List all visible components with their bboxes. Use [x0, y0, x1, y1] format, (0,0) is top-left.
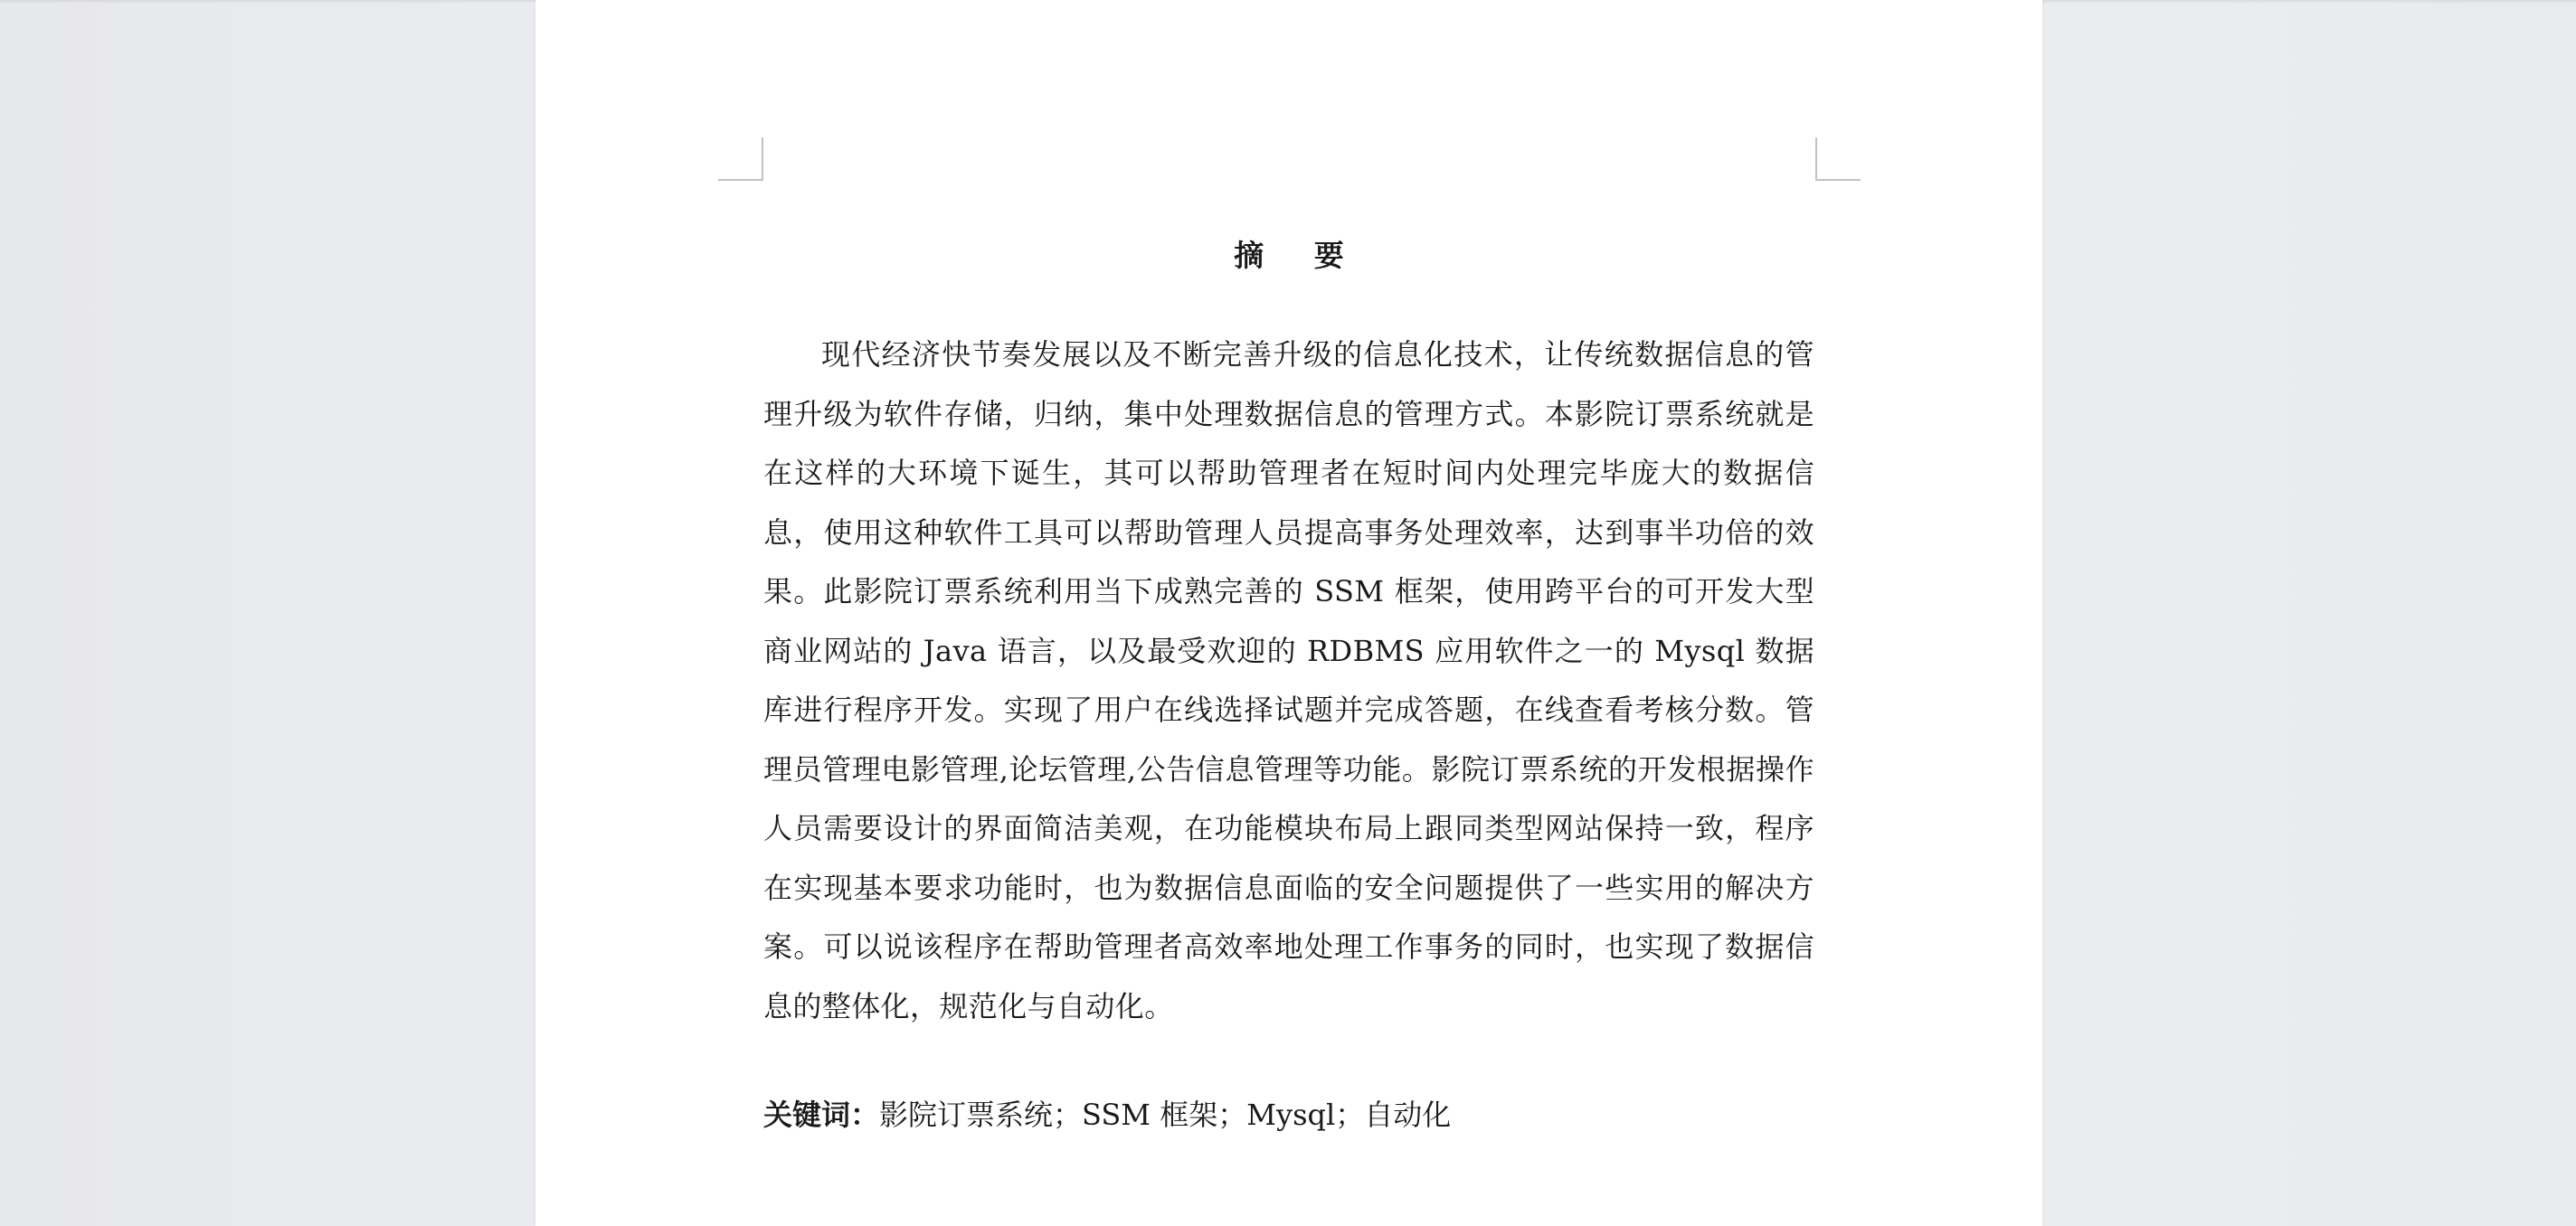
- margin-corner-mark-right: [1815, 137, 1861, 181]
- margin-corner-mark-left: [718, 137, 763, 181]
- keywords-text: 影院订票系统；SSM 框架；Mysql；自动化: [879, 1098, 1452, 1132]
- abstract-title: 摘 要: [1234, 238, 1364, 273]
- document-page[interactable]: [535, 0, 2042, 1226]
- keywords-line: [763, 1094, 1814, 1136]
- abstract-paragraph: 现代经济快节奏发展以及不断完善升级的信息化技术，让传统数据信息的管理升级为软件存储，归纳，集中处理数据信息的管理方式。本影院订票系统就是在这样的大环境下诞生，其可以帮助管理者在短时间内处理完毕庞大的数据信息，使用这种软件工具可以帮助管理人员提高事务处理效率，达到事半功倍的效果。此影院订票系统利用当下成熟完善的 SSM 框架，使用跨平台的可开发大型商业网站的 Java 语言，以及最受欢迎的 RDBMS 应用软件之一的 Mysql 数据库进行程序开发。实现了用户在线选择试题并完成答题，在线查看考核分数。管理员管理电影管理,论坛管理,公告信息管理等功能。影院订票系统的开发根据操作人员需要设计的界面简洁美观，在功能模块布局上跟同类型网站保持一致，程序在实现基本要求功能时，也为数据信息面临的安全问题提供了一些实用的解决方案。可以说该程序在帮助管理者高效率地处理工作事务的同时，也实现了数据信息的整体化，规范化与自动化。: [763, 337, 1814, 1023]
- page-content[interactable]: [763, 235, 1814, 1136]
- keywords-label: 关键词：: [763, 1098, 880, 1132]
